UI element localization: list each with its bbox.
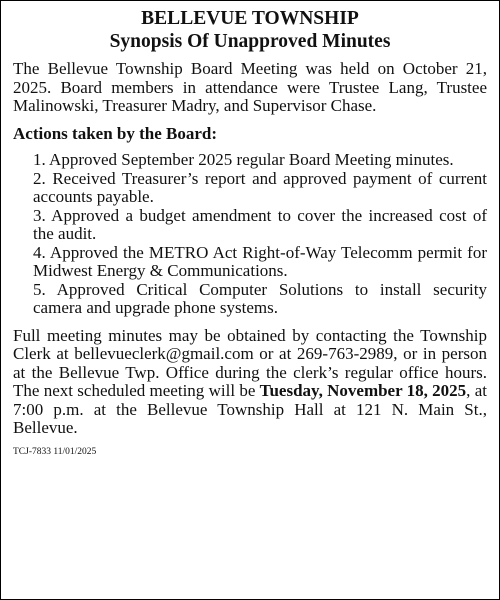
ad-reference-footer: TCJ-7833 11/01/2025 bbox=[13, 446, 97, 457]
action-item-5: 5. Approved Critical Computer Solutions to install security camera and upgrade phone systems. bbox=[33, 279, 487, 317]
page-title: BELLEVUE TOWNSHIP bbox=[141, 8, 359, 29]
closing-text-end: , at 7:00 p.m. at the Bellevue Township Hall at 121 N. Main St., Bellevue. bbox=[13, 381, 487, 437]
next-meeting-date: Tuesday, November 18, 2025 bbox=[259, 381, 467, 400]
actions-heading: Actions taken by the Board: bbox=[13, 123, 218, 143]
action-item-3: 3. Approved a budget amendment to cover the increased cost of the audit. bbox=[33, 205, 487, 243]
actions-list bbox=[13, 151, 487, 318]
page-subtitle: Synopsis Of Unapproved Minutes bbox=[109, 31, 391, 52]
action-item-4: 4. Approved the METRO Act Right-of-Way Telecomm permit for Midwest Energy & Communications. bbox=[33, 242, 487, 280]
closing-text-start: Full meeting minutes may be obtained by contacting the Township Clerk at bellevueclerk@gmail.com or at 269-763-2989, or in person at the Bellevue Twp. Office during the clerk’s regular office hours. The next scheduled meeting will be bbox=[13, 325, 487, 400]
action-item-2: 2. Received Treasurer’s report and approved payment of current accounts payable. bbox=[33, 168, 487, 206]
closing-paragraph bbox=[13, 327, 487, 438]
intro-paragraph: The Bellevue Township Board Meeting was held on October 21, 2025. Board members in attendance were Trustee Lang, Trustee Malinowski, Treasurer Madry, and Supervisor Chase. bbox=[13, 59, 487, 115]
action-item-1: 1. Approved September 2025 regular Board Meeting minutes. bbox=[33, 150, 454, 169]
